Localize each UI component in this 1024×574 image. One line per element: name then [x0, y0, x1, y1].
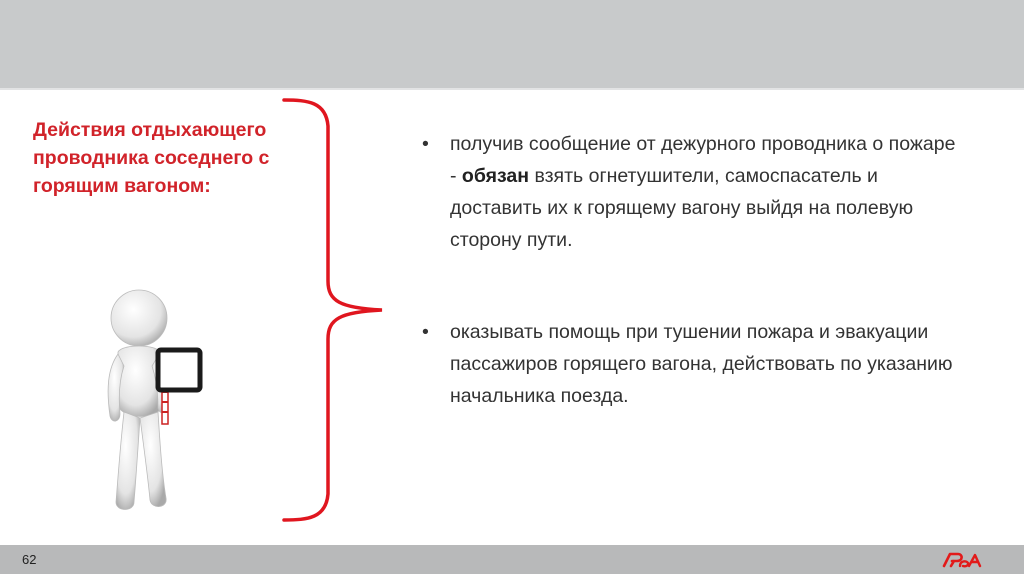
bullet-marker: • [422, 321, 429, 343]
slide-heading: Действия отдыхающего проводника соседнего с горящим вагоном: [33, 119, 270, 197]
person-holding-sign-icon [96, 288, 216, 516]
bullet-text-bold: обязан [461, 165, 530, 187]
bullet-text: оказывать помощь при тушении пожара и эвакуации пассажиров горящего вагона, действовать по указанию начальника поезда. [450, 321, 953, 407]
bullet-list [422, 128, 962, 412]
curly-brace-icon [278, 96, 388, 524]
list-item [422, 316, 962, 412]
footer-bar [0, 545, 1024, 574]
bullet-text-start: получив сообщение от дежурного проводника о пожаре - [450, 133, 956, 187]
bullet-text-end: взять огнетушители, самоспасатель и доставить их к горящему вагону выйдя на полевую сторону пути. [450, 165, 914, 251]
list-item [422, 128, 962, 256]
rzd-logo-icon [942, 551, 982, 569]
header-bar [0, 0, 1024, 90]
bullet-marker: • [422, 133, 429, 155]
page-number: 62 [22, 552, 37, 567]
